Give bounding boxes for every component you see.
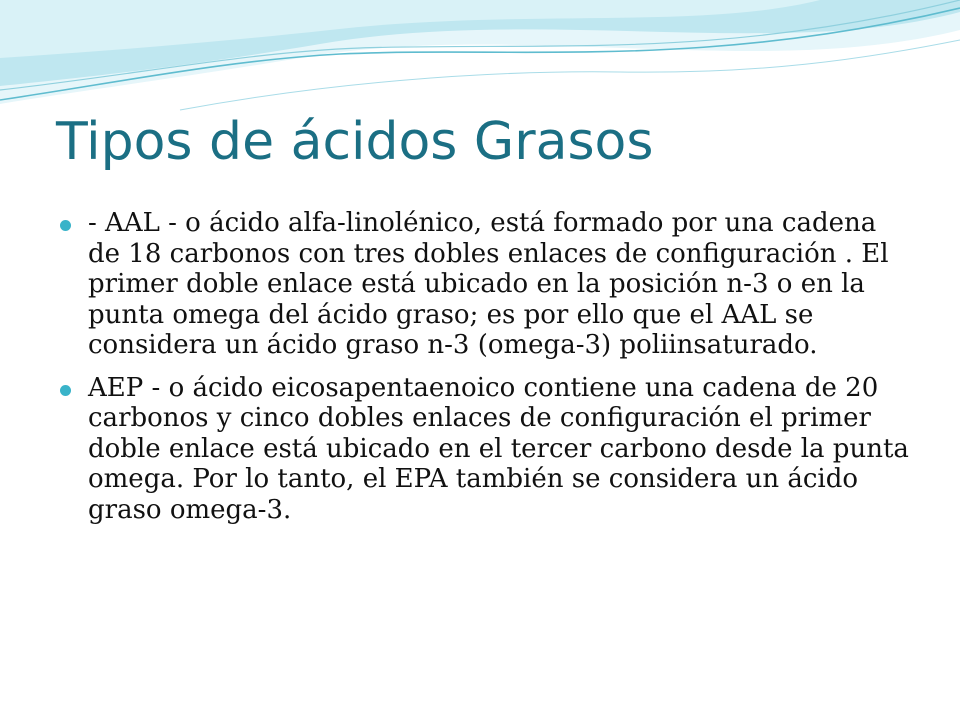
bullet-text-aep: AEP - o ácido eicosapentaenoico contiene una cadena de 20 carbonos y cinco dobles enlaces de configuración el primer doble enlace está ubicado en el tercer carbono desde la punta omega. Por lo tanto, el EPA también se considera un ácido graso omega-3.: [88, 372, 909, 525]
slide-title: Tipos de ácidos Grasos: [56, 112, 654, 172]
bullet-list: [54, 208, 914, 537]
bullet-item-aal: [54, 208, 914, 361]
bullet-dot-icon: [60, 385, 71, 396]
decorative-wave-header: [0, 0, 960, 130]
bullet-text-aal: - AAL - o ácido alfa-linolénico, está formado por una cadena de 18 carbonos con tres dobles enlaces de configuración . El primer doble enlace está ubicado en la posición n-3 o en la punta omega del ácido graso; es por ello que el AAL se considera un ácido graso n-3 (omega-3) poliinsaturado.: [88, 208, 889, 360]
bullet-dot-icon: [60, 220, 71, 231]
bullet-item-aep: [54, 373, 914, 526]
